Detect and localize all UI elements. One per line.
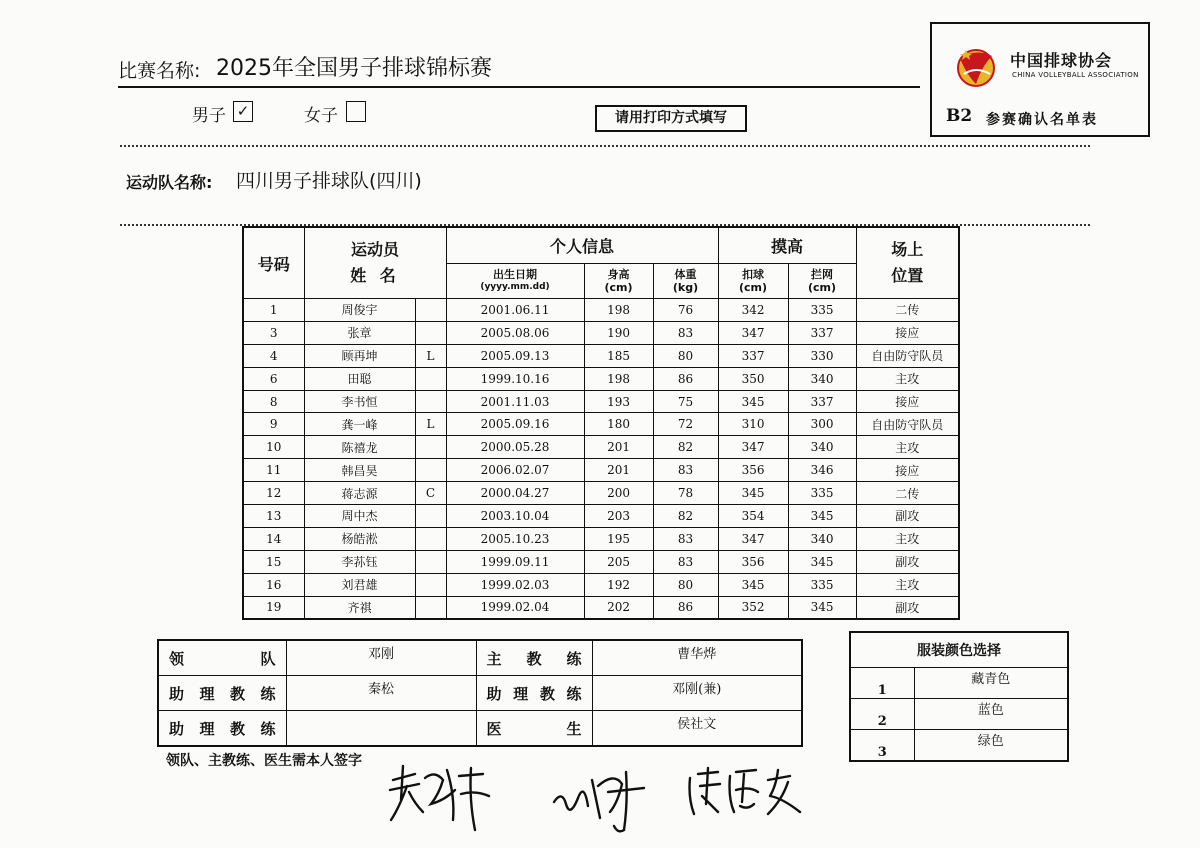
court-position: 二传 xyxy=(856,299,959,322)
table-row xyxy=(243,527,959,550)
signature-doctor xyxy=(684,764,809,824)
height: 192 xyxy=(584,573,653,596)
height: 201 xyxy=(584,459,653,482)
male-checkbox[interactable]: ✓ xyxy=(233,101,253,122)
birth-date: 2005.10.23 xyxy=(446,527,584,550)
player-number: 6 xyxy=(243,367,304,390)
height: 190 xyxy=(584,321,653,344)
header-height-unit: (cm) xyxy=(604,281,633,294)
spike-reach: 356 xyxy=(718,459,788,482)
header-position-line2: 位置 xyxy=(891,266,924,285)
spike-reach: 342 xyxy=(718,299,788,322)
player-name: 杨皓淞 xyxy=(304,527,415,550)
birth-date: 2001.11.03 xyxy=(446,390,584,413)
height: 198 xyxy=(584,299,653,322)
block-reach: 335 xyxy=(788,299,856,322)
weight: 80 xyxy=(653,344,718,367)
player-number: 16 xyxy=(243,573,304,596)
block-reach: 345 xyxy=(788,550,856,573)
staff-role-label: 助理教练 xyxy=(158,711,286,747)
block-reach: 337 xyxy=(788,321,856,344)
birth-date: 2000.04.27 xyxy=(446,482,584,505)
uniform-color-name: 藏青色 xyxy=(914,668,1068,699)
player-number: 13 xyxy=(243,505,304,528)
court-position: 二传 xyxy=(856,482,959,505)
height: 203 xyxy=(584,505,653,528)
birth-date: 2003.10.04 xyxy=(446,505,584,528)
player-role-flag xyxy=(415,321,446,344)
player-role-flag: L xyxy=(415,413,446,436)
spike-reach: 347 xyxy=(718,436,788,459)
staff-name xyxy=(286,711,476,747)
table-row xyxy=(243,550,959,573)
team-label: 运动队名称: xyxy=(126,173,213,192)
spike-reach: 347 xyxy=(718,527,788,550)
court-position: 副攻 xyxy=(856,550,959,573)
player-name: 蒋志源 xyxy=(304,482,415,505)
birth-date: 2005.09.13 xyxy=(446,344,584,367)
staff-table xyxy=(157,639,803,747)
header-athlete-name xyxy=(304,227,446,299)
spike-reach: 354 xyxy=(718,505,788,528)
player-name: 龚一峰 xyxy=(304,413,415,436)
spike-reach: 345 xyxy=(718,390,788,413)
height: 185 xyxy=(584,344,653,367)
uniform-title: 服装颜色选择 xyxy=(850,632,1068,668)
weight: 83 xyxy=(653,459,718,482)
player-number: 9 xyxy=(243,413,304,436)
table-row xyxy=(243,436,959,459)
header-athlete-line1: 运动员 xyxy=(351,240,400,259)
staff-row xyxy=(158,711,802,747)
header-court-position xyxy=(856,227,959,299)
player-number: 3 xyxy=(243,321,304,344)
player-number: 4 xyxy=(243,344,304,367)
volleyball-logo-icon xyxy=(952,44,1000,88)
court-position: 接应 xyxy=(856,390,959,413)
block-reach: 340 xyxy=(788,527,856,550)
roster-table xyxy=(242,226,960,620)
uniform-color-name: 绿色 xyxy=(914,730,1068,762)
header-spike-label: 扣球 xyxy=(742,268,765,281)
weight: 86 xyxy=(653,596,718,619)
spike-reach: 352 xyxy=(718,596,788,619)
header-weight-label: 体重 xyxy=(674,268,697,281)
uniform-color-table xyxy=(849,631,1069,762)
player-role-flag: C xyxy=(415,482,446,505)
weight: 80 xyxy=(653,573,718,596)
player-role-flag xyxy=(415,367,446,390)
logo-english-text: CHINA VOLLEYBALL ASSOCIATION xyxy=(1012,71,1139,79)
table-row xyxy=(243,367,959,390)
dotted-divider xyxy=(120,145,1090,147)
player-name: 周俊宇 xyxy=(304,299,415,322)
table-row xyxy=(243,344,959,367)
staff-row xyxy=(158,640,802,676)
weight: 76 xyxy=(653,299,718,322)
player-role-flag xyxy=(415,436,446,459)
player-name: 田聪 xyxy=(304,367,415,390)
block-reach: 346 xyxy=(788,459,856,482)
player-number: 19 xyxy=(243,596,304,619)
staff-role-label: 领队 xyxy=(158,640,286,676)
uniform-option-number: 3 xyxy=(850,730,914,762)
spike-reach: 356 xyxy=(718,550,788,573)
staff-name: 秦松 xyxy=(286,676,476,711)
weight: 83 xyxy=(653,321,718,344)
spike-reach: 337 xyxy=(718,344,788,367)
form-title: 参赛确认名单表 xyxy=(986,112,1098,128)
table-row xyxy=(243,482,959,505)
table-row xyxy=(243,321,959,344)
print-instruction-box: 请用打印方式填写 xyxy=(595,105,747,132)
height: 195 xyxy=(584,527,653,550)
birth-date: 2005.08.06 xyxy=(446,321,584,344)
block-reach: 337 xyxy=(788,390,856,413)
player-role-flag xyxy=(415,550,446,573)
header-personal-info: 个人信息 xyxy=(446,227,718,264)
weight: 83 xyxy=(653,550,718,573)
staff-role-label: 主教练 xyxy=(476,640,592,676)
header-spike xyxy=(718,264,788,299)
spike-reach: 350 xyxy=(718,367,788,390)
staff-role-label: 医生 xyxy=(476,711,592,747)
player-name: 刘君雄 xyxy=(304,573,415,596)
player-number: 8 xyxy=(243,390,304,413)
block-reach: 330 xyxy=(788,344,856,367)
header-height-label: 身高 xyxy=(607,268,630,281)
header-spike-unit: (cm) xyxy=(738,281,768,294)
header-block-label: 拦网 xyxy=(811,268,834,281)
uniform-option-row xyxy=(850,730,1068,762)
court-position: 副攻 xyxy=(856,596,959,619)
header-position-line1: 场上 xyxy=(891,240,924,259)
uniform-option-row xyxy=(850,699,1068,730)
height: 198 xyxy=(584,367,653,390)
birth-date: 2005.09.16 xyxy=(446,413,584,436)
header-block xyxy=(788,264,856,299)
block-reach: 340 xyxy=(788,436,856,459)
player-role-flag xyxy=(415,573,446,596)
height: 202 xyxy=(584,596,653,619)
court-position: 自由防守队员 xyxy=(856,413,959,436)
table-row xyxy=(243,459,959,482)
spike-reach: 310 xyxy=(718,413,788,436)
block-reach: 335 xyxy=(788,482,856,505)
signature-team-leader xyxy=(548,762,658,838)
uniform-option-row xyxy=(850,668,1068,699)
uniform-option-number: 2 xyxy=(850,699,914,730)
female-checkbox[interactable] xyxy=(346,101,366,122)
court-position: 接应 xyxy=(856,459,959,482)
form-code: B2 xyxy=(946,106,973,126)
player-name: 顾再坤 xyxy=(304,344,415,367)
competition-underline xyxy=(118,86,920,88)
table-row xyxy=(243,573,959,596)
player-role-flag xyxy=(415,390,446,413)
player-name: 齐祺 xyxy=(304,596,415,619)
staff-name: 曹华烨 xyxy=(592,640,802,676)
player-role-flag xyxy=(415,527,446,550)
header-reach: 摸高 xyxy=(718,227,856,264)
height: 205 xyxy=(584,550,653,573)
height: 180 xyxy=(584,413,653,436)
block-reach: 345 xyxy=(788,505,856,528)
weight: 82 xyxy=(653,505,718,528)
female-label: 女子 xyxy=(304,106,338,126)
player-name: 张章 xyxy=(304,321,415,344)
staff-role-label: 助理教练 xyxy=(158,676,286,711)
player-role-flag xyxy=(415,299,446,322)
player-name: 周中杰 xyxy=(304,505,415,528)
logo-box xyxy=(930,22,1150,137)
birth-date: 1999.09.11 xyxy=(446,550,584,573)
player-number: 10 xyxy=(243,436,304,459)
spike-reach: 347 xyxy=(718,321,788,344)
header-birth-label: 出生日期 xyxy=(493,268,538,281)
weight: 72 xyxy=(653,413,718,436)
table-row xyxy=(243,413,959,436)
height: 201 xyxy=(584,436,653,459)
signature-note: 领队、主教练、医生需本人签字 xyxy=(166,753,362,769)
weight: 86 xyxy=(653,367,718,390)
court-position: 副攻 xyxy=(856,505,959,528)
court-position: 主攻 xyxy=(856,527,959,550)
block-reach: 345 xyxy=(788,596,856,619)
player-name: 陈禧龙 xyxy=(304,436,415,459)
staff-name: 侯社文 xyxy=(592,711,802,747)
birth-date: 2001.06.11 xyxy=(446,299,584,322)
weight: 82 xyxy=(653,436,718,459)
block-reach: 300 xyxy=(788,413,856,436)
table-row xyxy=(243,390,959,413)
staff-name: 邓刚 xyxy=(286,640,476,676)
header-number: 号码 xyxy=(243,227,304,299)
court-position: 主攻 xyxy=(856,573,959,596)
header-athlete-line2: 姓 名 xyxy=(350,266,400,285)
male-label: 男子 xyxy=(192,106,226,126)
height: 193 xyxy=(584,390,653,413)
logo-chinese-text: 中国排球协会 xyxy=(1010,51,1113,70)
birth-date: 1999.10.16 xyxy=(446,367,584,390)
staff-row xyxy=(158,676,802,711)
header-birth-date xyxy=(446,264,584,299)
staff-role-label: 助理教练 xyxy=(476,676,592,711)
competition-name: 2025年全国男子排球锦标赛 xyxy=(216,56,492,81)
player-number: 14 xyxy=(243,527,304,550)
player-name: 韩昌昊 xyxy=(304,459,415,482)
spike-reach: 345 xyxy=(718,482,788,505)
player-name: 李书恒 xyxy=(304,390,415,413)
table-row xyxy=(243,299,959,322)
weight: 83 xyxy=(653,527,718,550)
spike-reach: 345 xyxy=(718,573,788,596)
court-position: 接应 xyxy=(856,321,959,344)
player-number: 12 xyxy=(243,482,304,505)
competition-label: 比赛名称: xyxy=(118,60,201,82)
block-reach: 335 xyxy=(788,573,856,596)
team-name: 四川男子排球队(四川) xyxy=(236,170,422,192)
block-reach: 340 xyxy=(788,367,856,390)
court-position: 主攻 xyxy=(856,436,959,459)
table-row xyxy=(243,505,959,528)
player-role-flag xyxy=(415,505,446,528)
header-birth-format: (yyyy.mm.dd) xyxy=(480,282,550,292)
staff-name: 邓刚(兼) xyxy=(592,676,802,711)
header-weight-unit: (kg) xyxy=(672,281,699,294)
birth-date: 2006.02.07 xyxy=(446,459,584,482)
player-role-flag: L xyxy=(415,344,446,367)
uniform-option-number: 1 xyxy=(850,668,914,699)
player-number: 15 xyxy=(243,550,304,573)
player-role-flag xyxy=(415,596,446,619)
birth-date: 1999.02.03 xyxy=(446,573,584,596)
header-block-unit: (cm) xyxy=(808,281,837,294)
weight: 75 xyxy=(653,390,718,413)
uniform-color-name: 蓝色 xyxy=(914,699,1068,730)
birth-date: 2000.05.28 xyxy=(446,436,584,459)
court-position: 自由防守队员 xyxy=(856,344,959,367)
height: 200 xyxy=(584,482,653,505)
header-height xyxy=(584,264,653,299)
table-row xyxy=(243,596,959,619)
player-role-flag xyxy=(415,459,446,482)
weight: 78 xyxy=(653,482,718,505)
signature-head-coach xyxy=(385,760,500,838)
court-position: 主攻 xyxy=(856,367,959,390)
player-number: 1 xyxy=(243,299,304,322)
player-number: 11 xyxy=(243,459,304,482)
header-weight xyxy=(653,264,718,299)
birth-date: 1999.02.04 xyxy=(446,596,584,619)
player-name: 李荪钰 xyxy=(304,550,415,573)
